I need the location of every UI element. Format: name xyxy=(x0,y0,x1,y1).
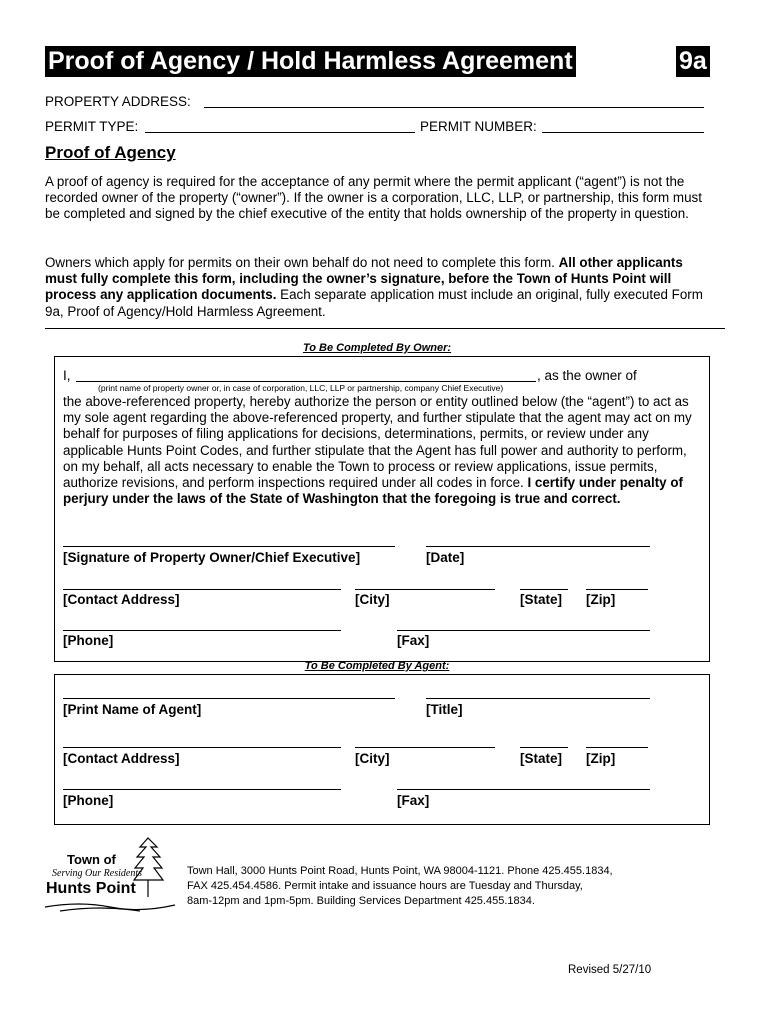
owner-signature-label: [Signature of Property Owner/Chief Executive] xyxy=(63,550,361,565)
logo-line-1: Town of xyxy=(67,852,116,867)
intro-paragraph-2-b: Each separate application must include an original, fully executed Form 9a, Proof of Agency/Hold Harmless Agreement. xyxy=(45,287,703,319)
agent-phone-field[interactable] xyxy=(63,789,341,790)
owner-date-label: [Date] xyxy=(426,550,465,565)
logo-line-3: Hunts Point xyxy=(46,880,136,897)
owner-zip-label: [Zip] xyxy=(586,592,616,607)
permit-number-field[interactable] xyxy=(542,132,704,133)
owner-city-label: [City] xyxy=(355,592,390,607)
agent-section-heading: To Be Completed By Agent: xyxy=(304,660,450,672)
agent-address-label: [Contact Address] xyxy=(63,751,180,766)
owner-city-field[interactable] xyxy=(355,589,495,590)
agent-city-label: [City] xyxy=(355,751,390,766)
owner-date-field[interactable] xyxy=(426,546,650,547)
intro-paragraph-2 xyxy=(45,255,713,320)
agent-title-label: [Title] xyxy=(426,702,463,717)
agent-state-field[interactable] xyxy=(520,747,568,748)
agent-city-field[interactable] xyxy=(355,747,495,748)
owner-address-label: [Contact Address] xyxy=(63,592,180,607)
footer-line-1: Town Hall, 3000 Hunts Point Road, Hunts Point, WA 98004-1121. Phone 425.455.1834, xyxy=(187,865,613,877)
section-heading: Proof of Agency xyxy=(45,143,176,162)
footer-line-3: 8am-12pm and 1pm-5pm. Building Services Department 425.455.1834. xyxy=(187,895,535,907)
owner-suffix: , as the owner of xyxy=(537,368,637,383)
agent-title-field[interactable] xyxy=(426,698,650,699)
agent-section-box xyxy=(54,674,710,825)
footer-info xyxy=(187,864,657,909)
owner-fax-label: [Fax] xyxy=(397,633,430,648)
agent-name-label: [Print Name of Agent] xyxy=(63,702,202,717)
intro-paragraph-2-a: Owners which apply for permits on their own behalf do not need to complete this form. xyxy=(45,255,559,270)
owner-name-hint: (print name of property owner or, in case of corporation, LLC, LLP or partnership, company Chief Executive) xyxy=(98,383,504,393)
owner-fax-field[interactable] xyxy=(397,630,650,631)
permit-type-label: PERMIT TYPE: xyxy=(45,119,139,134)
town-logo xyxy=(40,835,180,915)
owner-authorization-text xyxy=(63,394,699,507)
owner-signature-field[interactable] xyxy=(63,546,395,547)
owner-certify-text: I certify under penalty of perjury under the laws of the State of Washington that the foregoing is true and correct. xyxy=(63,475,683,507)
property-address-field[interactable] xyxy=(204,107,704,108)
intro-paragraph-2-bold: All other applicants must fully complete this form, including the owner’s signature, before the Town of Hunts Point will process any application documents. xyxy=(45,255,683,303)
owner-state-label: [State] xyxy=(520,592,563,607)
divider xyxy=(45,328,725,329)
form-title: Proof of Agency / Hold Harmless Agreement xyxy=(45,46,576,77)
owner-address-field[interactable] xyxy=(63,589,341,590)
owner-authorization-body: the above-referenced property, hereby authorize the person or entity outlined below (the “agent”) to act as my sole agent regarding the above-referenced property, and further stipulate that the agent may act on my behalf for purposes of filing applications for decisions, determinations, permits, or review under any applicable Hunts Point Codes, and further stipulate that the Agent has full power and authority to perform, on my behalf, all acts necessary to enable the Town to process or review applications, issue permits, authorize revisions, and perform inspections required under all codes in force. xyxy=(63,394,692,491)
permit-number-label: PERMIT NUMBER: xyxy=(420,119,537,134)
intro-paragraph-1: A proof of agency is required for the acceptance of any permit where the permit applicant (“agent”) is not the recorded owner of the property (“owner”). If the owner is a corporation, LLC, LLP, or partnership, this form must be completed and signed by the chief executive of the entity that holds ownership of the property in question. xyxy=(45,174,702,222)
agent-state-label: [State] xyxy=(520,751,563,766)
agent-zip-label: [Zip] xyxy=(586,751,616,766)
agent-address-field[interactable] xyxy=(63,747,341,748)
agent-name-field[interactable] xyxy=(63,698,395,699)
footer-line-2: FAX 425.454.4586. Permit intake and issuance hours are Tuesday and Thursday, xyxy=(187,880,583,892)
agent-fax-field[interactable] xyxy=(397,789,650,790)
owner-section-heading: To Be Completed By Owner: xyxy=(302,342,452,354)
property-address-label: PROPERTY ADDRESS: xyxy=(45,94,191,109)
permit-type-field[interactable] xyxy=(145,132,415,133)
agent-zip-field[interactable] xyxy=(586,747,648,748)
agent-phone-label: [Phone] xyxy=(63,793,114,808)
owner-i-label: I, xyxy=(63,368,71,383)
logo-line-2: Serving Our Residents xyxy=(52,868,142,879)
revised-date: Revised 5/27/10 xyxy=(568,964,652,976)
agent-fax-label: [Fax] xyxy=(397,793,430,808)
owner-zip-field[interactable] xyxy=(586,589,648,590)
owner-phone-field[interactable] xyxy=(63,630,341,631)
owner-state-field[interactable] xyxy=(520,589,568,590)
owner-name-field[interactable] xyxy=(76,381,536,382)
owner-phone-label: [Phone] xyxy=(63,633,114,648)
form-number: 9a xyxy=(676,46,710,77)
